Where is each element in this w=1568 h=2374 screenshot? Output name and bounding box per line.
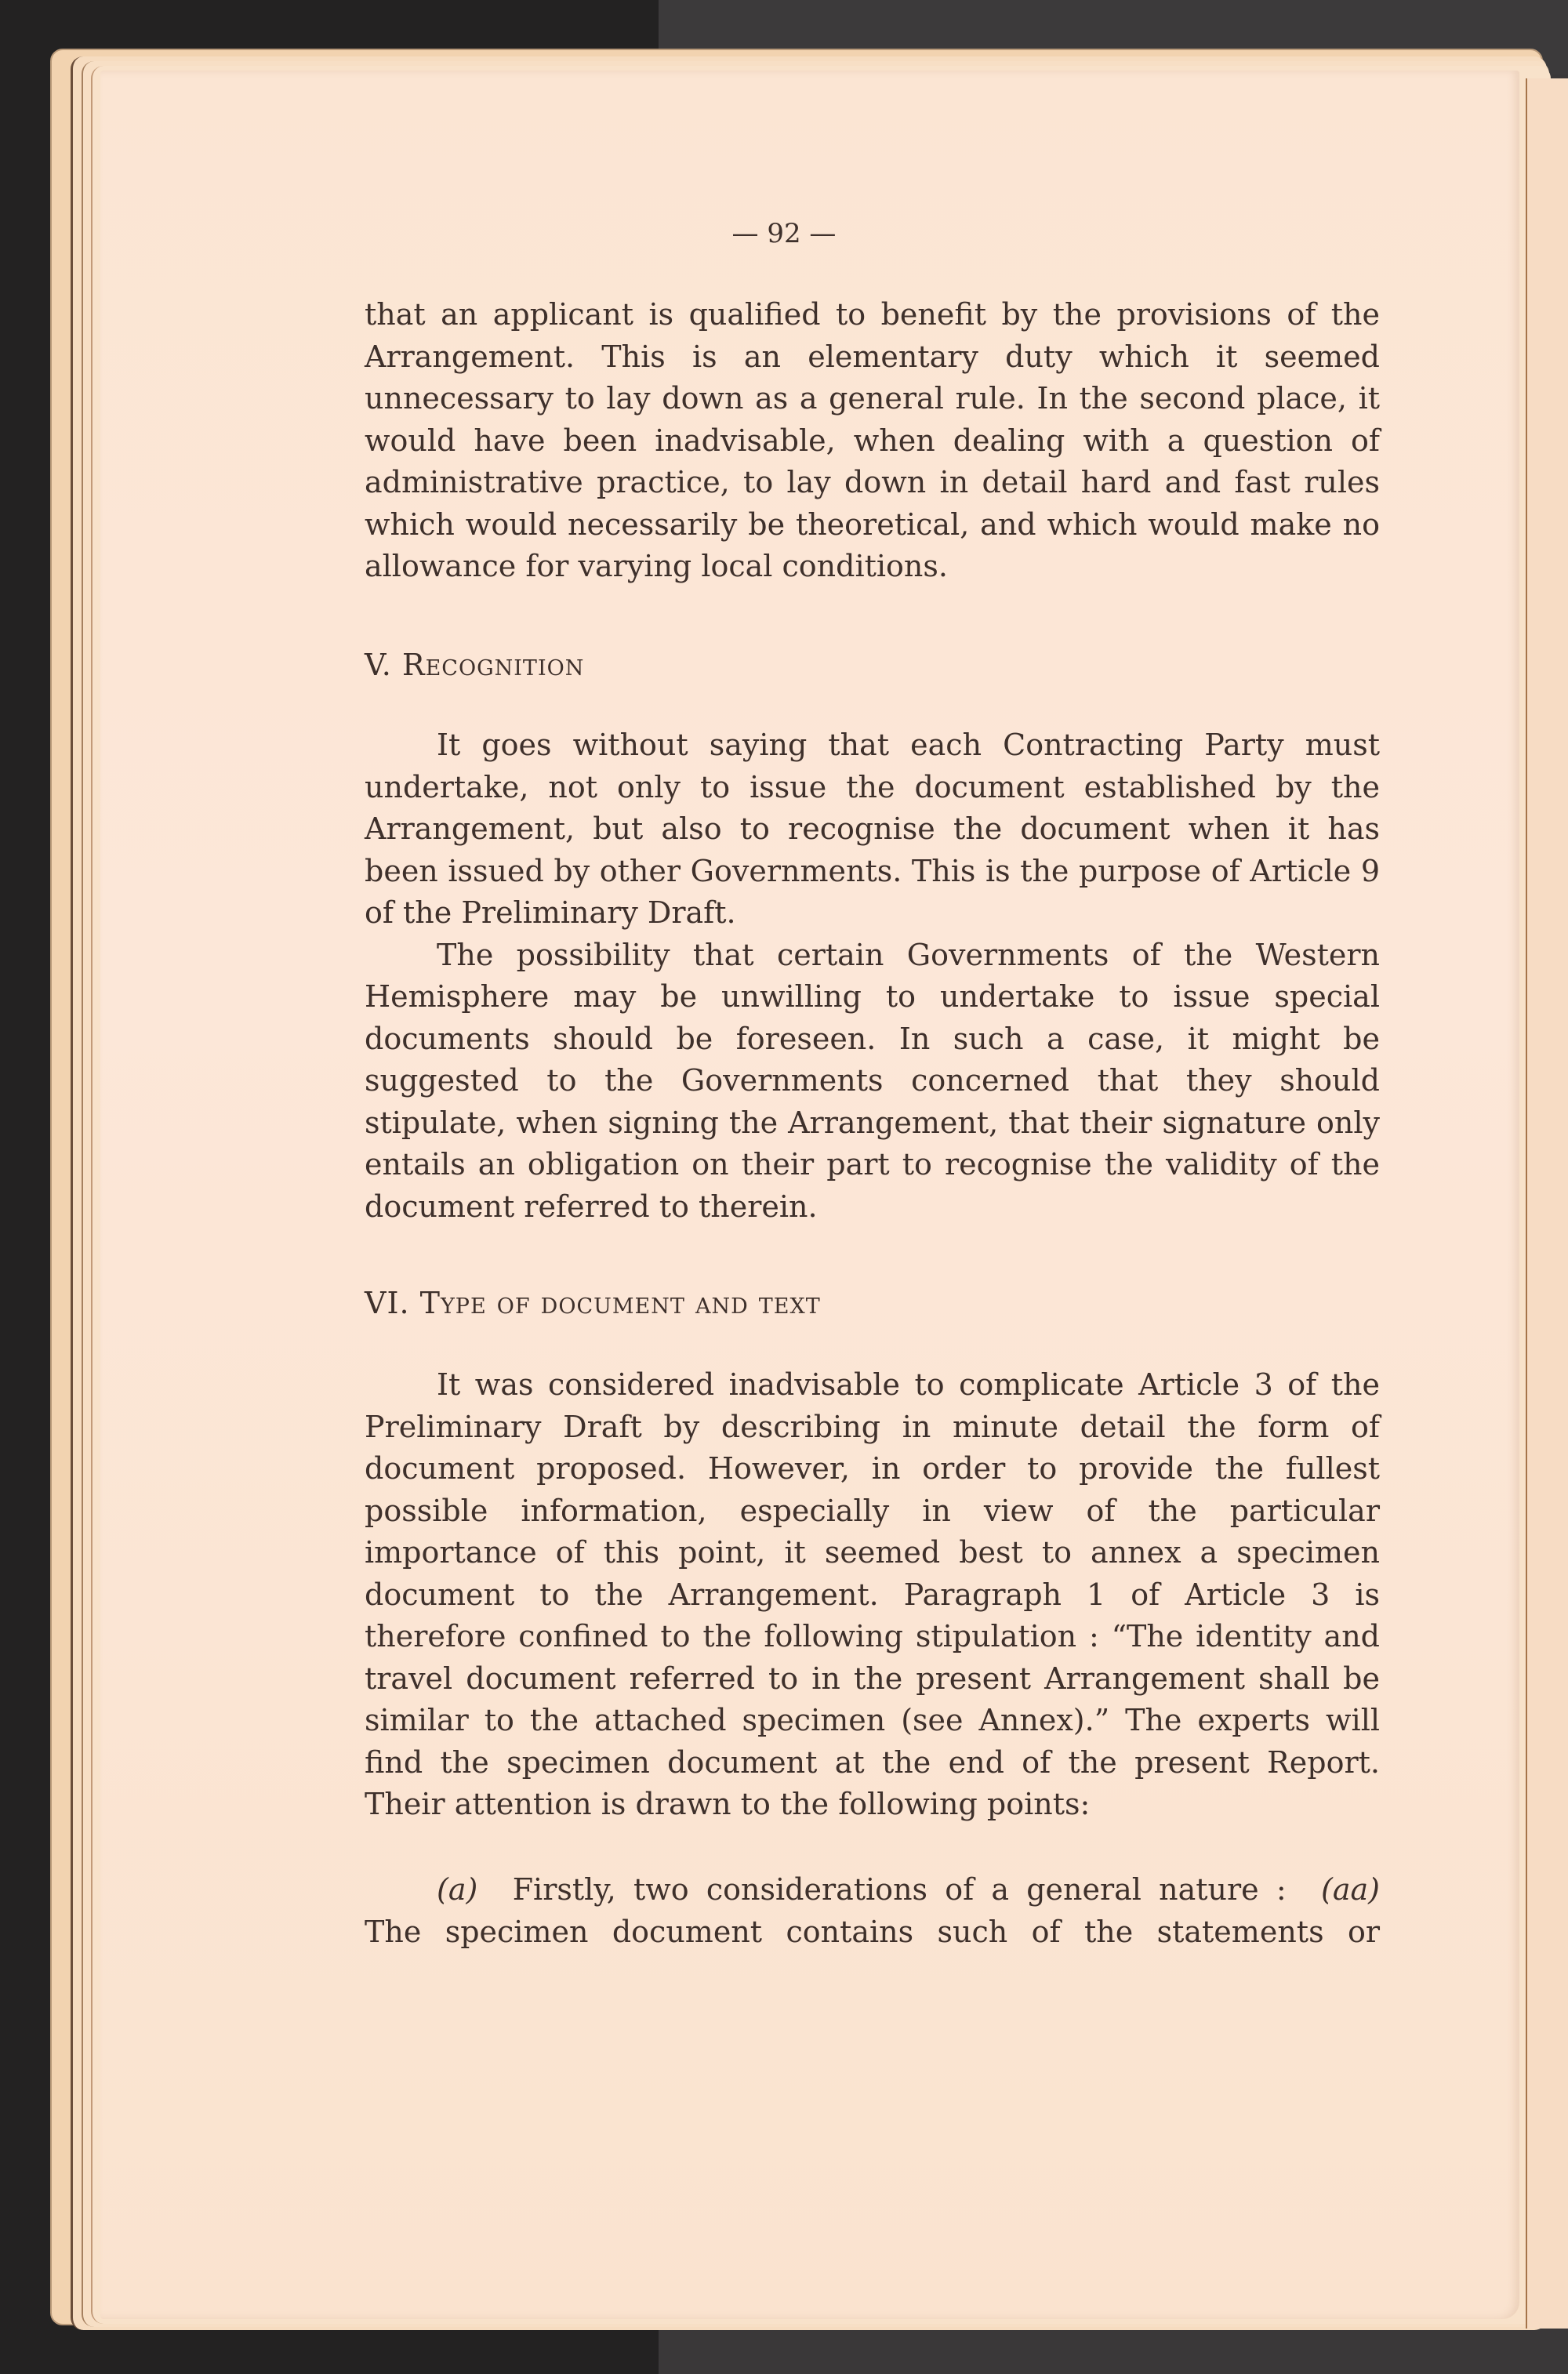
point-a-text: Firstly, two considerations of a general nature : xyxy=(512,1872,1287,1907)
section-heading: VI. Type of document and text xyxy=(365,1286,821,1320)
page-number: — 92 — xyxy=(731,218,837,249)
point-a-paragraph xyxy=(365,1869,1380,1911)
paragraph: It was considered inadvisable to complicate Article 3 of the Preliminary Draft by describing in minute detail the form of document proposed. However, in order to provide the fullest possible information, especially in view of the particular importance of this point, it seemed best to annex a specimen document to the Arrangement. Paragraph 1 of Article 3 is therefore confined to the following stipulation : “The identity and travel document referred to in the present Arrangement shall be similar to the attached specimen (see Annex).” The experts will find the specimen document at the end of the present Report. Their attention is drawn to the following points: xyxy=(365,1367,1380,1821)
facing-page-edge xyxy=(1526,78,1568,2329)
point-aa-label: (aa) xyxy=(1321,1872,1380,1907)
section-heading-type-of-document xyxy=(365,1283,1380,1325)
paragraph-block-intro xyxy=(365,294,1380,588)
point-a xyxy=(365,1869,1380,1953)
point-a-continuation: The specimen document contains such of the statements or xyxy=(365,1914,1380,1949)
paragraph: The possibility that certain Governments of the Western Hemisphere may be unwilling to undertake to issue special documents should be foreseen. In such a case, it might be suggested to the Governments concerned that they should stipulate, when signing the Arrangement, that their signature only entails an obligation on their part to recognise the validity of the document referred to therein. xyxy=(365,937,1380,1224)
section-recognition-body xyxy=(365,724,1380,1228)
paragraph: It goes without saying that each Contracting Party must undertake, not only to issue the document established by the Arrangement, but also to recognise the document when it has been issued by other Governments. This is the purpose of Article 9 of the Preliminary Draft. xyxy=(365,728,1380,930)
section-heading: V. Recognition xyxy=(365,648,585,682)
section-heading-recognition xyxy=(365,644,1380,687)
paragraph: that an applicant is qualified to benefit by the provisions of the Arrangement. This is an elementary duty which it seemed unnecessary to lay down as a general rule. In the second place, it would have been inadvisable, when dealing with a question of administrative practice, to lay down in detail hard and fast rules which would necessarily be theoretical, and which would make no allowance for varying local conditions. xyxy=(365,297,1380,583)
section-type-body xyxy=(365,1364,1380,1826)
point-a-label: (a) xyxy=(437,1872,478,1907)
